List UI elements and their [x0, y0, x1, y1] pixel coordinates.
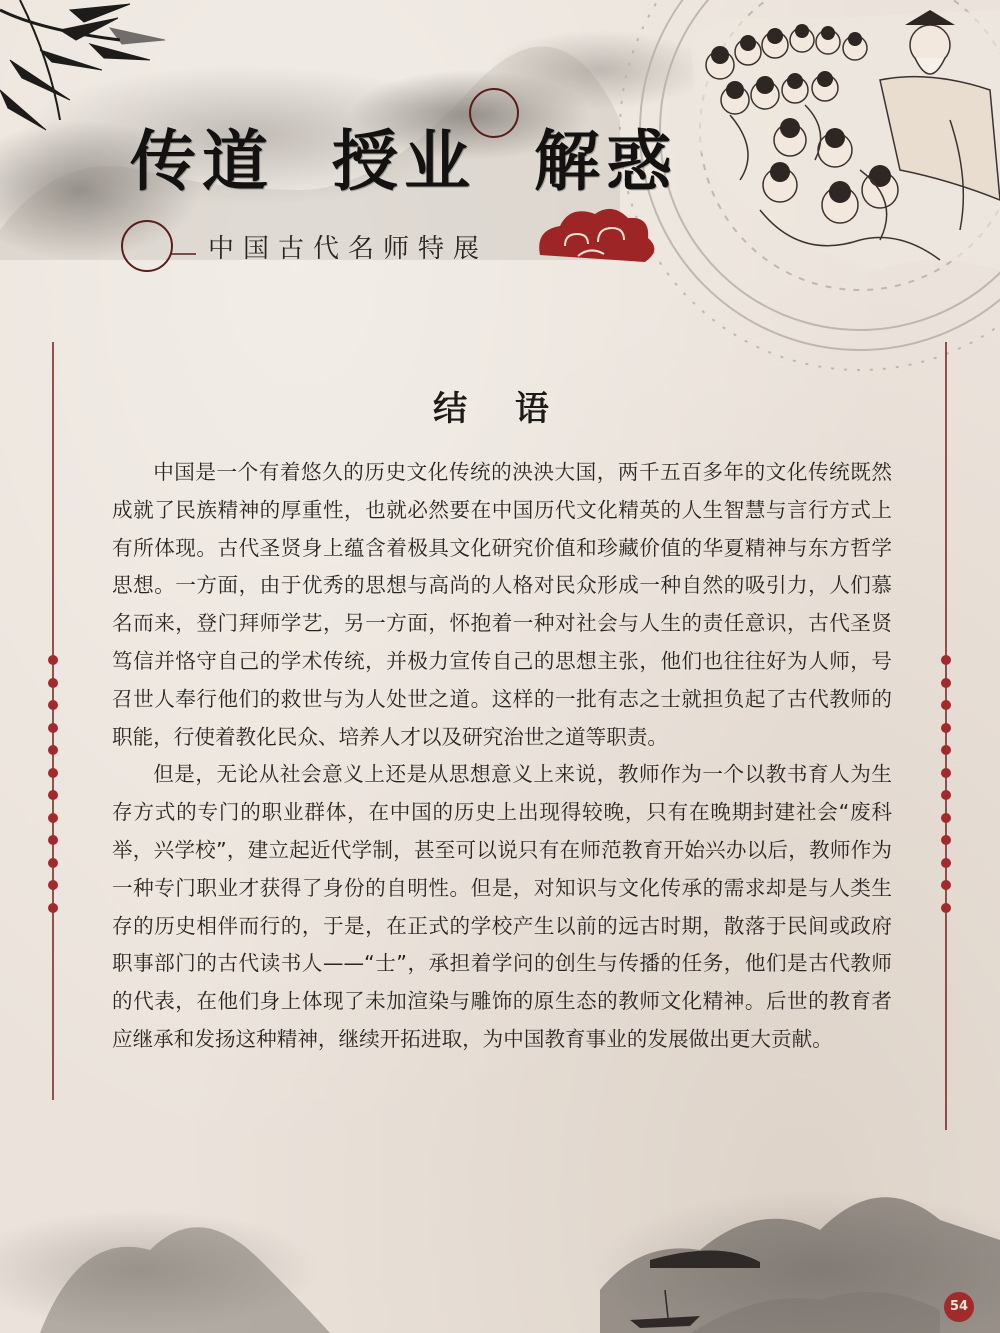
- body-paragraph-1: 中国是一个有着悠久的历史文化传统的泱泱大国，两千五百多年的文化传统既然成就了民族精神的厚重性，也就必然要在中国历代文化精英的人生智慧与言行方式上有所体现。古代圣贤身上蕴含着极具文化研究价值和珍藏价值的华夏精神与东方哲学思想。一方面，由于优秀的思想与高尚的人格对民众形成一种自然的吸引力，人们慕名而来，登门拜师学艺，另一方面，怀抱着一种对社会与人生的责任意识，古代圣贤笃信并恪守自己的学术传统，并极力宣传自己的思想主张，他们也往往好为人师，号召世人奉行他们的救世与为人处世之道。这样的一批有志之士就担负起了古代教师的职能，行使着教化民众、培养人才以及研究治世之道等职责。: [112, 460, 892, 749]
- ornament-dot: [48, 745, 58, 755]
- ornament-dot: [941, 835, 951, 845]
- ornament-dot: [48, 790, 58, 800]
- ornament-dot: [48, 813, 58, 823]
- ornament-dot: [941, 813, 951, 823]
- ornament-dot: [48, 880, 58, 890]
- ornament-dot: [48, 768, 58, 778]
- page-title: 传道 授业 解惑: [130, 122, 678, 200]
- ornament-dot: [941, 700, 951, 710]
- landscape-illustration: [0, 1190, 1000, 1333]
- ornament-dot: [941, 745, 951, 755]
- body-text: [112, 454, 892, 1059]
- ornament-dot: [941, 880, 951, 890]
- ornament-dot: [48, 678, 58, 688]
- body-paragraph-2: 但是，无论从社会意义上还是从思想意义上来说，教师作为一个以教书育人为生存方式的专门的职业群体，在中国的历史上出现得较晚，只有在晚期封建社会“废科举，兴学校”，建立起近代学制，甚至可以说只有在师范教育开始兴办以后，教师作为一种专门职业才获得了身份的自明性。但是，对知识与文化传承的需求却是与人类生存的历史相伴而行的，于是，在正式的学校产生以前的远古时期，散落于民间或政府职事部门的古代读书人——“士”，承担着学问的创生与传播的任务，他们是古代教师的代表，在他们身上体现了未加渲染与雕饰的原生态的教师文化精神。后世的教育者应继承和发扬这种精神，继续开拓进取，为中国教育事业的发展做出更大贡献。: [112, 762, 892, 1051]
- ornament-dot: [941, 790, 951, 800]
- ornament-dot: [941, 858, 951, 868]
- ornament-dot: [941, 903, 951, 913]
- section-heading: 结 语: [433, 389, 567, 429]
- ornament-dot: [48, 835, 58, 845]
- ornament-dot: [941, 723, 951, 733]
- ornament-dot: [48, 858, 58, 868]
- ornament-dot: [941, 768, 951, 778]
- ornament-dot: [48, 723, 58, 733]
- ornament-dot: [48, 903, 58, 913]
- ornament-dot: [941, 678, 951, 688]
- page-subtitle: 中国古代名师特展: [208, 234, 489, 264]
- ornament-dot: [48, 700, 58, 710]
- ornament-dot: [48, 655, 58, 665]
- ornament-dot: [941, 655, 951, 665]
- page-number: 54: [944, 1292, 974, 1322]
